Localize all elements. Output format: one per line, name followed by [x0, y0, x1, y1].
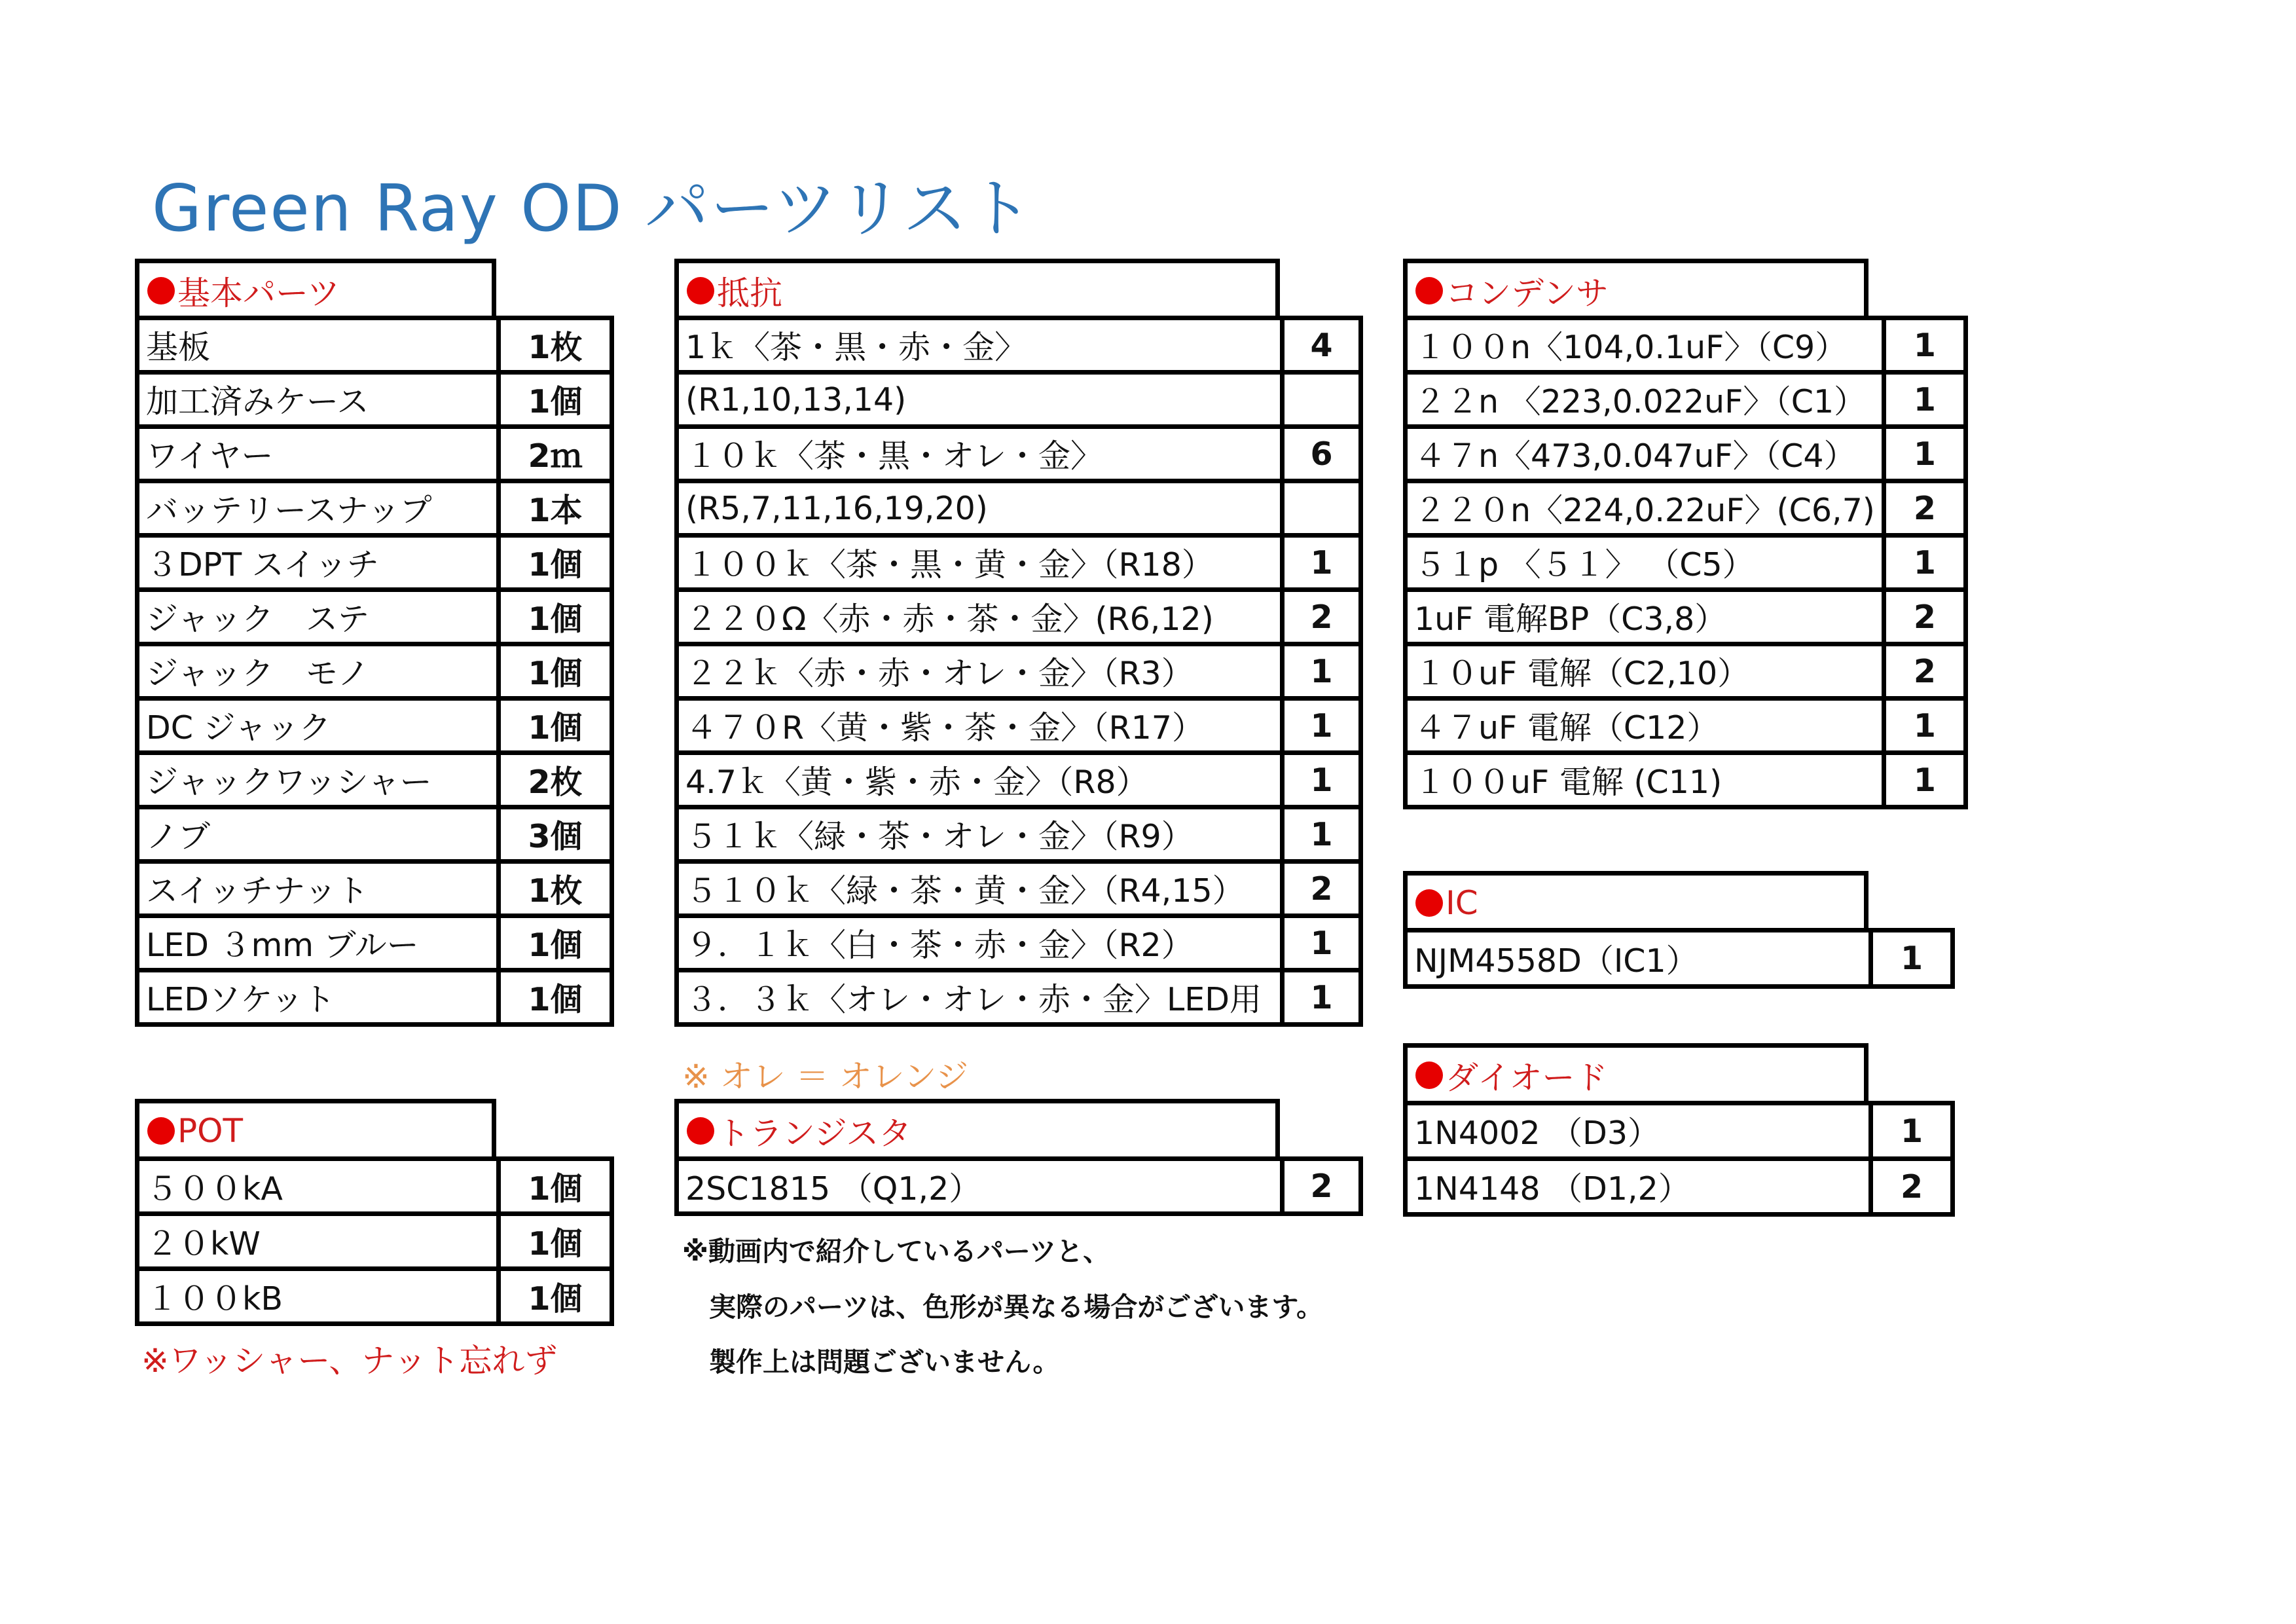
table-row: [677, 1159, 1361, 1214]
transistor-table: [674, 1156, 1363, 1216]
resistor-note: ※ オレ ＝ オレンジ: [682, 1058, 969, 1096]
part-name-cell: 1ｋ〈茶・黒・赤・金〉: [677, 318, 1283, 373]
table-row: [1406, 590, 1966, 644]
table-row: [137, 970, 612, 1025]
table-row: [137, 862, 612, 916]
part-name-cell: １００ｋ〈茶・黒・黄・金〉（R18）: [677, 536, 1283, 590]
table-row: [137, 427, 612, 481]
transistor-title: トランジスタ: [717, 1115, 912, 1153]
table-row: [137, 699, 612, 753]
part-qty-cell: 1: [1283, 807, 1361, 862]
part-qty-cell: 1個: [499, 916, 612, 970]
part-name-cell: 1uF 電解BP（C3,8）: [1406, 590, 1884, 644]
basic-parts-table: [135, 316, 614, 1027]
part-qty-cell: 1: [1884, 536, 1965, 590]
table-row: [677, 807, 1361, 862]
part-name-cell: ２２n 〈223,0.022uF〉（C1）: [1406, 373, 1884, 427]
part-qty-cell: 1個: [499, 536, 612, 590]
transistor-header: [674, 1099, 1280, 1158]
red-dot-icon: [147, 1117, 175, 1145]
part-name-cell: LEDソケット: [137, 970, 499, 1025]
capacitor-table: [1403, 316, 1968, 809]
part-qty-cell: 2: [1884, 590, 1965, 644]
part-name-cell: (R1,10,13,14): [677, 373, 1283, 427]
part-name-cell: ４７n〈473,0.047uF〉（C4）: [1406, 427, 1884, 481]
table-row: [137, 1269, 612, 1324]
part-qty-cell: 1: [1884, 427, 1965, 481]
table-row: [1406, 753, 1966, 807]
table-row: [137, 1159, 612, 1214]
part-qty-cell: 2: [1283, 862, 1361, 916]
part-qty-cell: 2枚: [499, 753, 612, 807]
part-qty-cell: 1個: [499, 1159, 612, 1214]
pot-note: ※ワッシャー、ナット忘れず: [141, 1342, 558, 1380]
page-title: Green Ray OD パーツリスト: [152, 172, 1034, 246]
part-qty-cell: 1個: [499, 1269, 612, 1324]
part-qty-cell: 2: [1884, 644, 1965, 699]
table-row: [1406, 699, 1966, 753]
table-row: [1406, 931, 1953, 987]
part-qty-cell: 1個: [499, 699, 612, 753]
diode-title: ダイオード: [1446, 1059, 1608, 1097]
part-qty-cell: 1: [1283, 644, 1361, 699]
transistor-note-1: ※動画内で紹介しているパーツと、: [682, 1236, 1110, 1267]
part-name-cell: ５１ｋ〈緑・茶・オレ・金〉（R9）: [677, 807, 1283, 862]
resistor-title: 抵抗: [717, 274, 782, 312]
part-qty-cell: 2: [1884, 481, 1965, 536]
part-qty-cell: 2: [1871, 1159, 1953, 1215]
part-name-cell: ２２ｋ〈赤・赤・オレ・金〉（R3）: [677, 644, 1283, 699]
table-row: [137, 373, 612, 427]
part-name-cell: ４７uF 電解（C12）: [1406, 699, 1884, 753]
part-name-cell: (R5,7,11,16,19,20): [677, 481, 1283, 536]
part-name-cell: １０uF 電解（C2,10）: [1406, 644, 1884, 699]
red-dot-icon: [1415, 889, 1443, 917]
table-row: [1406, 536, 1966, 590]
part-name-cell: ３．３ｋ〈オレ・オレ・赤・金〉LED用: [677, 970, 1283, 1025]
part-qty-cell: 2: [1283, 590, 1361, 644]
part-qty-cell: 1枚: [499, 318, 612, 373]
table-row: [1406, 1103, 1953, 1159]
table-row: [677, 373, 1361, 427]
table-row: [677, 427, 1361, 481]
part-name-cell: ３DPT スイッチ: [137, 536, 499, 590]
part-name-cell: ５１p 〈５１〉 （C5）: [1406, 536, 1884, 590]
part-name-cell: １０ｋ〈茶・黒・オレ・金〉: [677, 427, 1283, 481]
part-name-cell: 1N4002 （D3）: [1406, 1103, 1871, 1159]
basic-parts-header: [135, 259, 496, 318]
table-row: [137, 481, 612, 536]
part-qty-cell: 1: [1283, 916, 1361, 970]
part-qty-cell: 1: [1283, 753, 1361, 807]
table-row: [137, 916, 612, 970]
part-name-cell: ５００kA: [137, 1159, 499, 1214]
part-name-cell: ５１０ｋ〈緑・茶・黄・金〉（R4,15）: [677, 862, 1283, 916]
part-name-cell: 加工済みケース: [137, 373, 499, 427]
part-qty-cell: 1枚: [499, 862, 612, 916]
table-row: [137, 644, 612, 699]
table-row: [137, 1214, 612, 1269]
part-qty-cell: 6: [1283, 427, 1361, 481]
part-qty-cell: 1: [1871, 931, 1953, 987]
part-name-cell: ジャック ステ: [137, 590, 499, 644]
table-row: [677, 970, 1361, 1025]
red-dot-icon: [1415, 1061, 1443, 1089]
part-name-cell: ジャック モノ: [137, 644, 499, 699]
part-qty-cell: [1283, 373, 1361, 427]
table-row: [677, 753, 1361, 807]
part-name-cell: 基板: [137, 318, 499, 373]
part-name-cell: LED ３mm ブルー: [137, 916, 499, 970]
part-qty-cell: 1: [1283, 970, 1361, 1025]
part-name-cell: ２２０n〈224,0.22uF〉(C6,7): [1406, 481, 1884, 536]
part-name-cell: １００kB: [137, 1269, 499, 1324]
table-row: [677, 318, 1361, 373]
diode-table: [1403, 1101, 1955, 1217]
part-qty-cell: 1個: [499, 1214, 612, 1269]
table-row: [677, 481, 1361, 536]
table-row: [137, 318, 612, 373]
part-name-cell: DC ジャック: [137, 699, 499, 753]
part-name-cell: ４７０R〈黄・紫・茶・金〉（R17）: [677, 699, 1283, 753]
part-name-cell: 4.7ｋ〈黄・紫・赤・金〉（R8）: [677, 753, 1283, 807]
table-row: [137, 536, 612, 590]
part-name-cell: ノブ: [137, 807, 499, 862]
part-qty-cell: 1: [1283, 536, 1361, 590]
table-row: [137, 753, 612, 807]
part-qty-cell: [1283, 481, 1361, 536]
capacitor-header: [1403, 259, 1868, 318]
part-name-cell: ２２０Ω〈赤・赤・茶・金〉(R6,12): [677, 590, 1283, 644]
table-row: [1406, 318, 1966, 373]
part-name-cell: スイッチナット: [137, 862, 499, 916]
ic-title: IC: [1446, 884, 1478, 922]
part-qty-cell: 1: [1871, 1103, 1953, 1159]
table-row: [677, 536, 1361, 590]
part-name-cell: ワイヤー: [137, 427, 499, 481]
table-row: [1406, 427, 1966, 481]
part-qty-cell: 1本: [499, 481, 612, 536]
transistor-note-3: 製作上は問題ございません。: [682, 1346, 1060, 1378]
table-row: [1406, 481, 1966, 536]
transistor-note-2: 実際のパーツは、色形が異なる場合がございます。: [682, 1291, 1324, 1323]
part-qty-cell: 1: [1884, 753, 1965, 807]
pot-title: POT: [177, 1112, 244, 1150]
part-qty-cell: 1個: [499, 590, 612, 644]
part-qty-cell: 1個: [499, 970, 612, 1025]
resistor-header: [674, 259, 1280, 318]
part-qty-cell: 1個: [499, 373, 612, 427]
part-name-cell: 2SC1815 （Q1,2）: [677, 1159, 1283, 1214]
table-row: [1406, 373, 1966, 427]
red-dot-icon: [687, 277, 714, 304]
table-row: [677, 644, 1361, 699]
table-row: [137, 807, 612, 862]
resistor-table: [674, 316, 1363, 1027]
part-name-cell: NJM4558D（IC1）: [1406, 931, 1871, 987]
pot-table: [135, 1156, 614, 1326]
part-name-cell: バッテリースナップ: [137, 481, 499, 536]
ic-header: [1403, 871, 1868, 931]
part-qty-cell: 1個: [499, 644, 612, 699]
table-row: [677, 699, 1361, 753]
part-qty-cell: 1: [1884, 373, 1965, 427]
table-row: [137, 590, 612, 644]
part-name-cell: ９．１ｋ〈白・茶・赤・金〉（R2）: [677, 916, 1283, 970]
basic-parts-title: 基本パーツ: [177, 274, 340, 312]
part-name-cell: ２０kW: [137, 1214, 499, 1269]
part-qty-cell: 2ｍ: [499, 427, 612, 481]
part-qty-cell: 1: [1884, 699, 1965, 753]
part-qty-cell: 2: [1283, 1159, 1361, 1214]
part-qty-cell: 3個: [499, 807, 612, 862]
capacitor-title: コンデンサ: [1446, 274, 1609, 312]
part-qty-cell: 1: [1283, 699, 1361, 753]
red-dot-icon: [1415, 277, 1443, 304]
red-dot-icon: [147, 277, 175, 304]
part-qty-cell: 1: [1884, 318, 1965, 373]
table-row: [677, 590, 1361, 644]
table-row: [1406, 1159, 1953, 1215]
part-name-cell: 1N4148 （D1,2）: [1406, 1159, 1871, 1215]
pot-header: [135, 1099, 496, 1158]
part-qty-cell: 4: [1283, 318, 1361, 373]
part-name-cell: ジャックワッシャー: [137, 753, 499, 807]
table-row: [1406, 644, 1966, 699]
part-name-cell: １００uF 電解 (C11): [1406, 753, 1884, 807]
diode-header: [1403, 1043, 1868, 1103]
part-name-cell: １００n〈104,0.1uF〉（C9）: [1406, 318, 1884, 373]
ic-table: [1403, 928, 1955, 989]
table-row: [677, 916, 1361, 970]
red-dot-icon: [687, 1117, 714, 1145]
table-row: [677, 862, 1361, 916]
